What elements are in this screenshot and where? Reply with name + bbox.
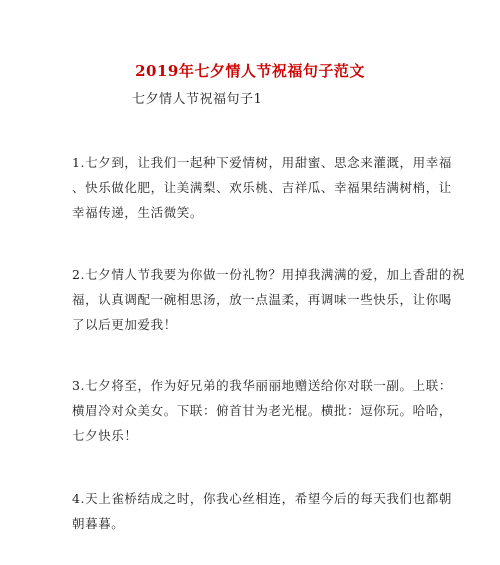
document-title: 2019年七夕情人节祝福句子范文: [135, 62, 365, 80]
document-subtitle: 七夕情人节祝福句子1: [132, 92, 263, 107]
paragraph-line: 朝暮暮。: [72, 516, 125, 531]
paragraph-1: [72, 150, 452, 225]
paragraph-line: 横眉冷对众美女。下联：俯首甘为老光棍。横批：逗你玩。哈哈，: [72, 403, 452, 418]
paragraph-line: 七夕快乐！: [72, 428, 138, 443]
paragraph-line: 1.七夕到，让我们一起种下爱情树，用甜蜜、思念来灌溉，用幸福: [72, 155, 452, 170]
paragraph-line: 福，认真调配一碗相思汤，放一点温柔，再调味一些快乐，让你喝: [72, 292, 452, 307]
paragraph-line: 4.天上雀桥结成之时，你我心丝相连，希望今后的每天我们也都朝: [72, 491, 452, 506]
paragraph-line: 、快乐做化肥，让美满梨、欢乐桃、吉祥瓜、幸福果结满树梢，让: [72, 180, 452, 195]
paragraph-3: [72, 373, 452, 448]
paragraph-2: [72, 262, 466, 337]
paragraph-4: [72, 486, 452, 536]
paragraph-line: 了以后更加爱我！: [72, 317, 177, 332]
paragraph-line: 3.七夕将至，作为好兄弟的我华丽丽地赠送给你对联一副。上联：: [72, 378, 452, 393]
paragraph-line: 幸福传递，生活微笑。: [72, 205, 204, 220]
paragraph-line: 2.七夕情人节我要为你做一份礼物？用掉我满满的爱，加上香甜的祝: [72, 267, 466, 282]
